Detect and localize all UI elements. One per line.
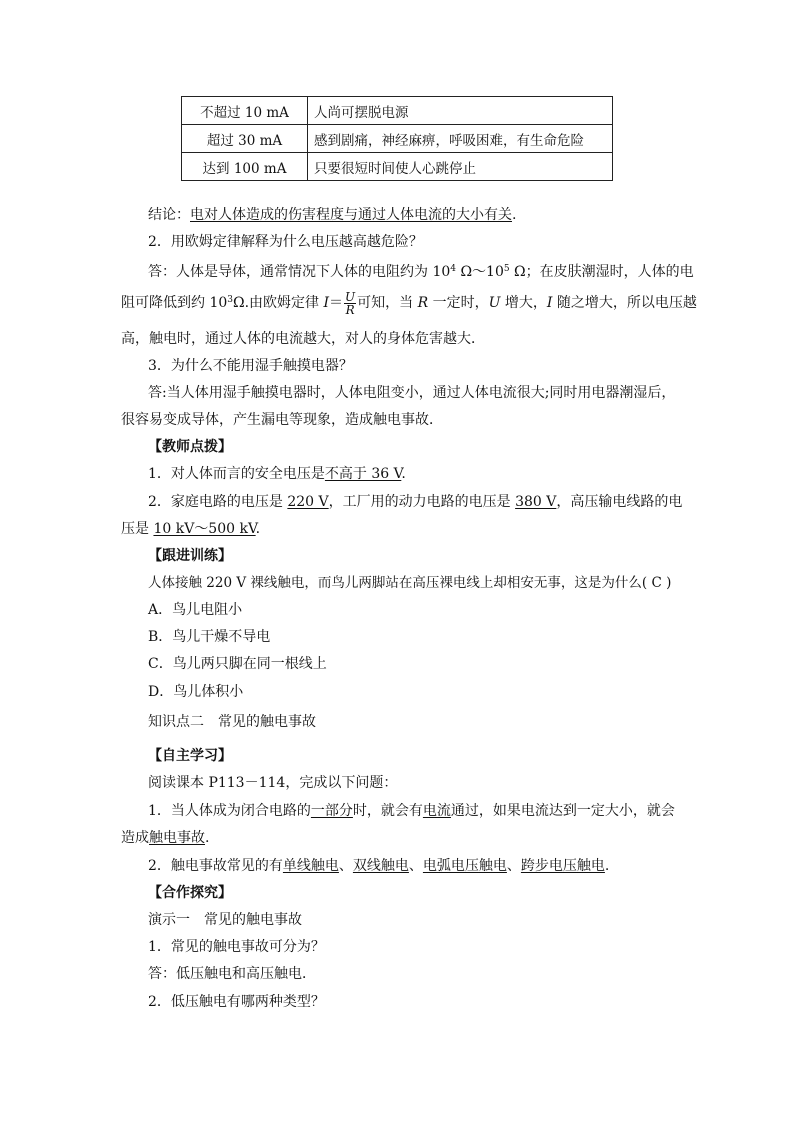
self-study-heading: 【自主学习】	[148, 748, 232, 764]
teacher-tip-1: 1．对人体而言的安全电压是不高于 36 V.	[148, 466, 406, 482]
option-a: A．鸟儿电阻小	[148, 602, 243, 618]
coop-question-1: 1．常见的触电事故可分为？	[148, 939, 325, 955]
teacher-tips-heading: 【教师点拨】	[148, 439, 232, 455]
table-row	[182, 153, 613, 181]
demo-1-title: 演示一 常见的触电事故	[148, 912, 302, 928]
ohms-law-fraction: $\frac{U}{R}$	[345, 289, 356, 317]
answer-2-line-3: 高，触电时，通过人体的电流越大，对人的身体危害越大．	[121, 331, 485, 347]
reading-instruction: 阅读课本 P113－114，完成以下问题：	[148, 775, 398, 791]
section-2-title: 知识点二 常见的触电事故	[148, 714, 316, 730]
current-cell: 达到 100 mA	[182, 153, 308, 181]
answer-2-line-2: 阻可降低到约 $10^3\Omega$.由欧姆定律 I＝ $\frac{U}{R}$ 可知，当 R 一定时，U 增大，I 随之增大，所以电压越	[121, 289, 697, 317]
option-d: D．鸟儿体积小	[148, 684, 244, 700]
teacher-tip-2: 2．家庭电路的电压是 220 V，工厂用的动力电路的电压是 380 V，高压输电线路的电	[148, 494, 683, 510]
conclusion-text: 电对人体造成的伤害程度与通过人体电流的大小有关	[190, 207, 512, 223]
effect-cell: 感到剧痛，神经麻痹，呼吸困难，有生命危险	[308, 125, 613, 153]
answer-2-line-1: 答：人体是导体，通常情况下人体的电阻约为 $10^4$ $\Omega\sim 10^5$ Ω；在皮肤潮湿时，人体的电	[148, 264, 694, 280]
practice-question: 人体接触 220 V 裸线触电，而鸟儿两脚站在高压裸电线上却相安无事，这是为什么( C )	[148, 575, 672, 591]
teacher-tip-2-cont: 压是 10 kV～500 kV.	[121, 521, 261, 537]
current-effects-table	[181, 96, 613, 181]
self-study-1-cont: 造成触电事故.	[121, 830, 210, 846]
table-row	[182, 125, 613, 153]
option-b: B．鸟儿干燥不导电	[148, 629, 271, 645]
conclusion: 结论：电对人体造成的伤害程度与通过人体电流的大小有关.	[148, 207, 517, 223]
coop-question-2: 2．低压触电有哪两种类型？	[148, 994, 325, 1010]
effect-cell: 只要很短时间使人心跳停止	[308, 153, 613, 181]
option-c: C．鸟儿两只脚在同一根线上	[148, 656, 327, 672]
effect-cell: 人尚可摆脱电源	[308, 97, 613, 125]
self-study-2: 2．触电事故常见的有单线触电、双线触电、电弧电压触电、跨步电压触电.	[148, 858, 610, 874]
coop-answer-1: 答：低压触电和高压触电．	[148, 966, 316, 982]
answer-3-line-2: 很容易变成导体，产生漏电等现象，造成触电事故．	[121, 412, 443, 428]
current-cell: 超过 30 mA	[182, 125, 308, 153]
current-cell: 不超过 10 mA	[182, 97, 308, 125]
practice-heading: 【跟进训练】	[148, 548, 232, 564]
answer-3-line-1: 答:当人体用湿手触摸电器时，人体电阻变小，通过人体电流很大;同时用电器潮湿后，	[148, 385, 676, 401]
question-3-title: 3．为什么不能用湿手触摸电器？	[148, 358, 353, 374]
table-row	[182, 97, 613, 125]
question-2-title: 2．用欧姆定律解释为什么电压越高越危险？	[148, 234, 423, 250]
cooperative-heading: 【合作探究】	[148, 885, 232, 901]
self-study-1: 1．当人体成为闭合电路的一部分时，就会有电流通过，如果电流达到一定大小，就会	[148, 803, 675, 819]
